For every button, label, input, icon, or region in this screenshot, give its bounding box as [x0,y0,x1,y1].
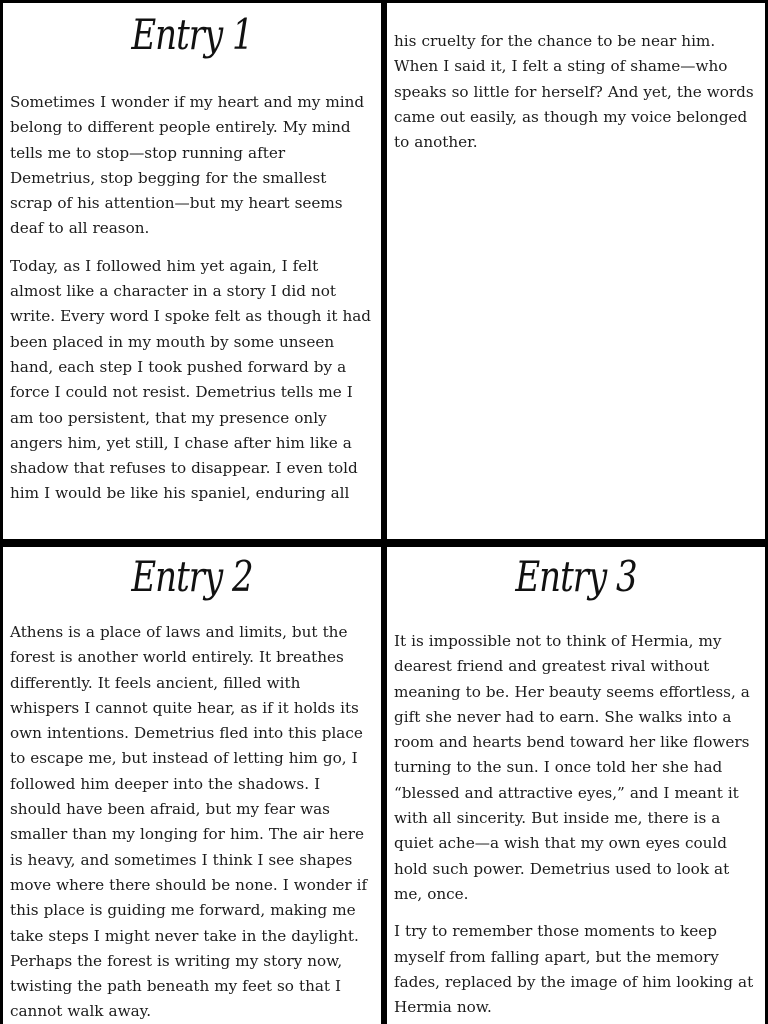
entry-3-body [394,629,757,1020]
entry-3-paragraph-2: I try to remember those moments to keep myself from falling apart, but the memory fades, replaced by the image of him looking at Hermia now. [394,922,754,1017]
entry-1-heading: Entry 1 [131,10,253,60]
entry-2-body [10,620,373,1024]
entry-1-panel [3,3,381,539]
entry-3-heading: Entry 3 [515,552,637,602]
entry-1-continued-paragraph-1: his cruelty for the chance to be near him. When I said it, I felt a sting of shame—who speaks so little for herself? And yet, the words came out easily, as though my voice belonged to another. [394,32,754,152]
entry-1-paragraph-1: Sometimes I wonder if my heart and my mind belong to different people entirely. My mind tells me to stop—stop running after Demetrius, stop begging for the smallest scrap of his attention—but my heart seems deaf to all reason. [10,93,365,238]
entry-3-paragraph-1: It is impossible not to think of Hermia, my dearest friend and greatest rival without meaning to be. Her beauty seems effortless, a gift she never had to earn. She walks into a room and hearts bend toward her like flowers turning to the sun. I once told her she had “blessed and attractive eyes,” and I meant it with all sincerity. But inside me, there is a quiet ache—a wish that my own eyes could hold such power. Demetrius used to look at me, once. [394,632,750,903]
entry-1-paragraph-2: Today, as I followed him yet again, I felt almost like a character in a story I did not write. Every word I spoke felt as though it had been placed in my mouth by some unseen hand, each step I took pushed forward by a force I could not resist. Demetrius tells me I am too persistent, that my presence only angers him, yet still, I chase after him like a shadow that refuses to disappear. I even told him I would be like his spaniel, enduring all [10,256,372,503]
entry-1-continued-panel [387,3,765,539]
entry-1-continued-body [394,29,757,155]
entry-2-heading: Entry 2 [131,552,253,602]
entry-1-body [10,90,373,507]
entry-2-panel [3,547,381,1024]
entry-2-paragraph-1: Athens is a place of laws and limits, but the forest is another world entirely. It breathes differently. It feels ancient, filled with whispers I cannot quite hear, as if it holds its own intentions. Demetrius fled into this place to escape me, but instead of letting him go, I followed him deeper into the shadows. I should have been afraid, but my fear was smaller than my longing for him. The air here is heavy, and sometimes I think I see shapes move where there should be none. I wonder if this place is guiding me forward, making me take steps I might never take in the daylight. Perhaps the forest is writing my story now, twisting the path beneath my feet so that I cannot walk away. [10,623,368,1021]
entry-3-panel [387,547,765,1024]
